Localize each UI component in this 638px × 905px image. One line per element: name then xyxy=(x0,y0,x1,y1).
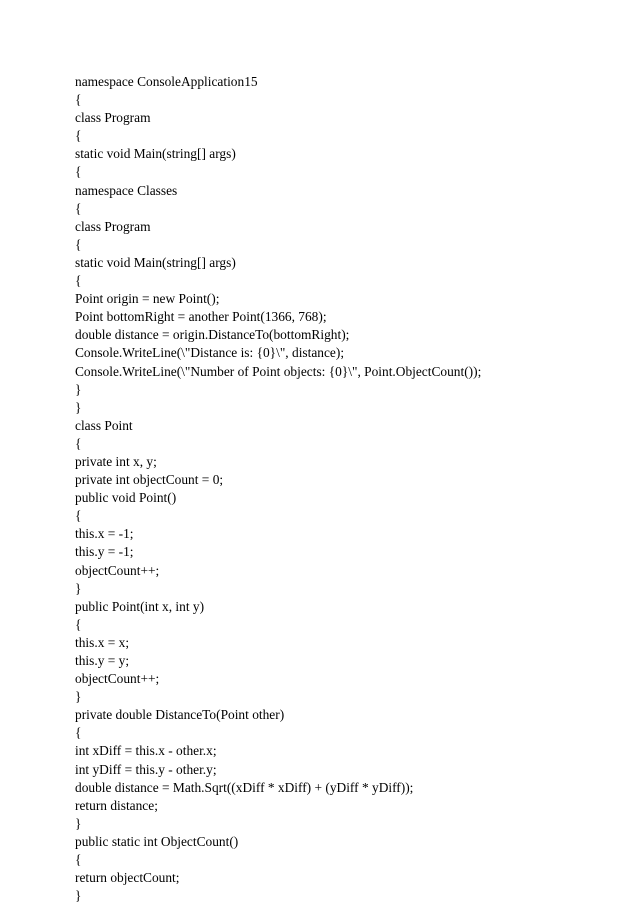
code-line: return distance; xyxy=(75,797,158,813)
code-line: { xyxy=(75,616,82,632)
code-line: objectCount++; xyxy=(75,671,160,687)
code-listing xyxy=(75,73,481,905)
code-line: Console.WriteLine(\"Distance is: {0}\", distance); xyxy=(75,345,345,361)
code-line: namespace ConsoleApplication15 xyxy=(75,74,258,89)
code-line: namespace Classes xyxy=(75,182,178,198)
code-line: class Program xyxy=(75,110,151,126)
code-line: { xyxy=(75,435,82,451)
code-line: { xyxy=(75,273,82,289)
code-line: private int objectCount = 0; xyxy=(75,472,224,488)
code-line: { xyxy=(75,164,82,180)
code-line: { xyxy=(75,236,82,252)
code-line: { xyxy=(75,852,82,868)
code-line: this.y = -1; xyxy=(75,544,134,560)
code-line: private double DistanceTo(Point other) xyxy=(75,707,285,723)
code-line: this.x = -1; xyxy=(75,526,134,542)
code-line: class Point xyxy=(75,417,133,433)
code-line: { xyxy=(75,92,82,108)
code-line: } xyxy=(75,689,82,705)
code-line: } xyxy=(75,888,82,904)
code-line: Point bottomRight = another Point(1366, 768); xyxy=(75,309,327,325)
code-line: public void Point() xyxy=(75,490,177,506)
code-line: double distance = Math.Sqrt((xDiff * xDiff) + (yDiff * yDiff)); xyxy=(75,779,414,795)
code-line: } xyxy=(75,815,82,831)
code-line: objectCount++; xyxy=(75,562,160,578)
code-line: } xyxy=(75,399,82,415)
code-line: static void Main(string[] args) xyxy=(75,254,236,270)
code-line: { xyxy=(75,200,82,216)
code-line: class Program xyxy=(75,218,151,234)
code-line: this.y = y; xyxy=(75,653,130,668)
code-line: return objectCount; xyxy=(75,870,180,886)
code-line: double distance = origin.DistanceTo(bottomRight); xyxy=(75,327,350,343)
code-line: static void Main(string[] args) xyxy=(75,146,236,162)
code-line: public Point(int x, int y) xyxy=(75,598,205,614)
code-line: int xDiff = this.x - other.x; xyxy=(75,743,217,759)
code-line: { xyxy=(75,128,82,144)
code-line: { xyxy=(75,725,82,741)
code-line: } xyxy=(75,580,82,596)
code-line: } xyxy=(75,381,82,397)
code-line: public static int ObjectCount() xyxy=(75,833,239,849)
code-line: Point origin = new Point(); xyxy=(75,291,220,307)
code-line: private int x, y; xyxy=(75,453,157,469)
code-line: { xyxy=(75,508,82,524)
code-line: this.x = x; xyxy=(75,634,130,650)
code-line: Console.WriteLine(\"Number of Point objects: {0}\", Point.ObjectCount()); xyxy=(75,363,482,379)
code-line: int yDiff = this.y - other.y; xyxy=(75,761,217,777)
